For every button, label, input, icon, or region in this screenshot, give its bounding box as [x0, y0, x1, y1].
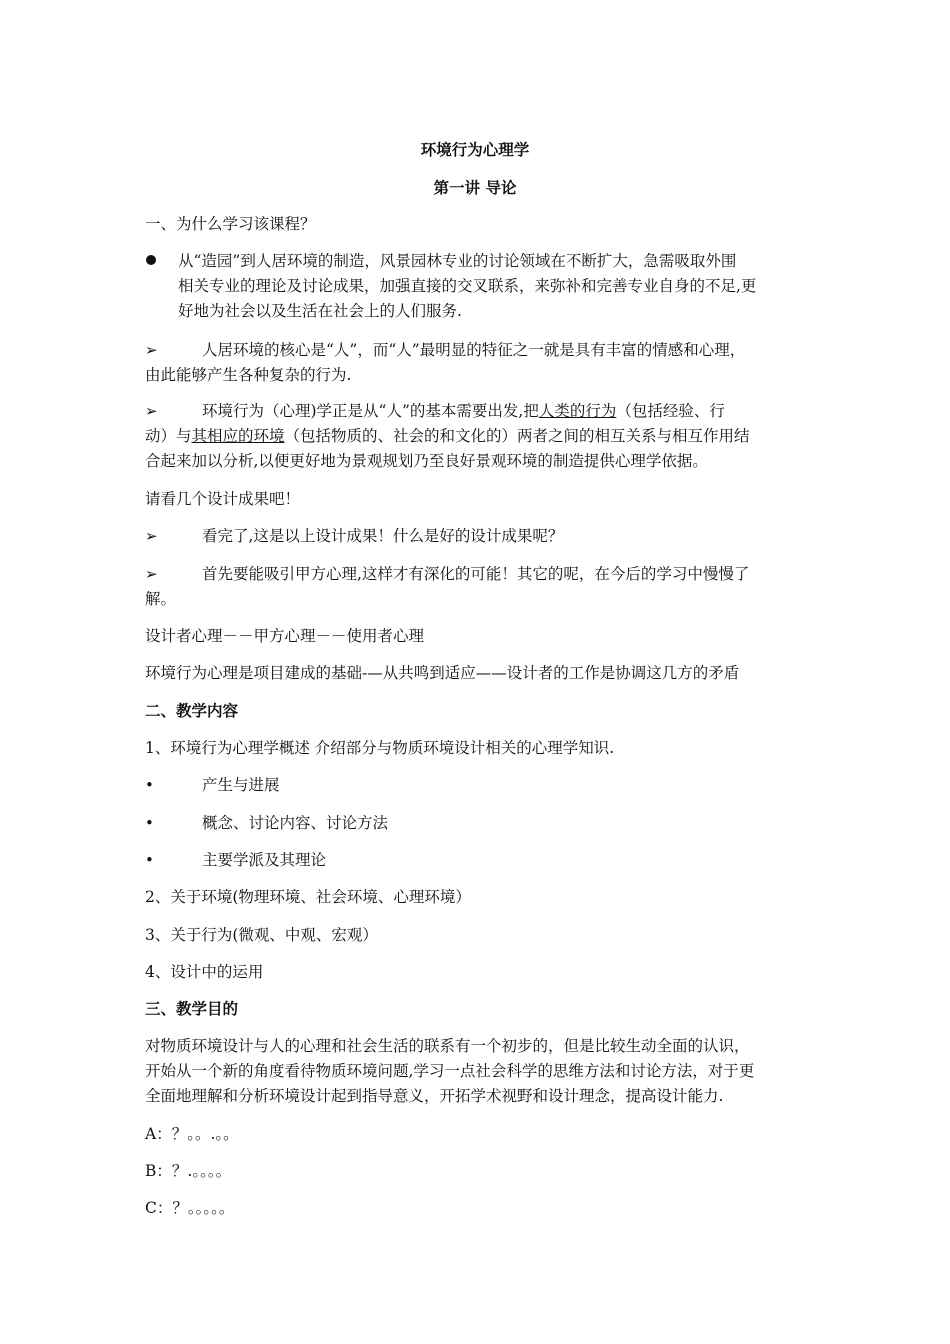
option-c: C：？。。。。。 — [145, 1199, 235, 1217]
section3-heading: 三、教学目的 — [145, 1000, 239, 1018]
arrow1-line1: 人居环境的核心是“人”，而“人”最明显的特征之一就是具有丰富的情感和心理， — [202, 341, 746, 359]
sub-item: 产生与进展 — [202, 776, 280, 794]
section1-heading: 一、为什么学习该课程？ — [145, 215, 316, 233]
bullet-dot-icon — [146, 255, 156, 265]
sub-item: 概念、讨论内容、讨论方法 — [202, 814, 389, 832]
psych-chain-text: 设计者心理－－甲方心理－－使用者心理 — [145, 627, 425, 645]
bullet1-line1: 从“造园”到人居环境的制造，风景园林专业的讨论领域在不断扩大，急需吸取外围 — [178, 252, 737, 270]
bullet1-line3: 好地为社会以及生活在社会上的人们服务. — [178, 302, 462, 320]
content-item-4: 4、设计中的运用 — [145, 963, 264, 981]
lecture-subtitle: 第一讲 导论 — [433, 179, 517, 197]
small-bullet-icon: • — [145, 776, 154, 794]
content-item-3: 3、关于行为(微观、中观、宏观） — [145, 926, 378, 944]
content-item-1: 1、环境行为心理学概述 介绍部分与物质环境设计相关的心理学知识. — [145, 739, 615, 757]
section2-heading: 二、教学内容 — [145, 702, 239, 720]
arrow3-text: 看完了,这是以上设计成果！什么是好的设计成果呢？ — [202, 527, 564, 545]
content-item-2: 2、关于环境(物理环境、社会环境、心理环境） — [145, 888, 471, 906]
arrow-bullet-icon: ➢ — [145, 402, 158, 420]
arrow2-line1: 环境行为（心理)学正是从“人”的基本需要出发,把人类的行为（包括经验、行 — [202, 402, 725, 420]
arrow4-line1: 首先要能吸引甲方心理,这样才有深化的可能！其它的呢，在今后的学习中慢慢了 — [202, 565, 750, 583]
option-b: B：？.。。。。 — [145, 1162, 232, 1180]
purpose-line1: 对物质环境设计与人的心理和社会生活的联系有一个初步的，但是比较生动全面的认识， — [145, 1037, 750, 1055]
arrow2-line3: 合起来加以分析,以便更好地为景观规划乃至良好景观环境的制造提供心理学依据。 — [145, 452, 708, 470]
arrow2-line2: 动）与其相应的环境（包括物质的、社会的和文化的）两者之间的相互关系与相互作用结 — [145, 427, 750, 445]
document-title: 环境行为心理学 — [420, 141, 530, 159]
foundation-text: 环境行为心理是项目建成的基础-—从共鸣到适应——设计者的工作是协调这几方的矛盾 — [145, 664, 740, 682]
arrow-bullet-icon: ➢ — [145, 527, 158, 545]
arrow4-line2: 解。 — [145, 590, 177, 608]
underlined-term: 人类的行为 — [538, 402, 617, 420]
purpose-line2: 开始从一个新的角度看待物质环境问题,学习一点社会科学的思维方法和讨论方法，对于更 — [145, 1062, 755, 1080]
purpose-line3: 全面地理解和分析环境设计起到指导意义，开拓学术视野和设计理念，提高设计能力. — [145, 1087, 724, 1105]
arrow1-line2: 由此能够产生各种复杂的行为. — [145, 366, 352, 384]
small-bullet-icon: • — [145, 851, 154, 869]
arrow-bullet-icon: ➢ — [145, 341, 158, 359]
option-a: A：？。。.。。 — [145, 1125, 239, 1143]
arrow-bullet-icon: ➢ — [145, 565, 158, 583]
bullet1-line2: 相关专业的理论及讨论成果，加强直接的交叉联系，来弥补和完善专业自身的不足,更 — [178, 277, 757, 295]
sub-item: 主要学派及其理论 — [202, 851, 327, 869]
see-results-text: 请看几个设计成果吧！ — [145, 490, 301, 508]
small-bullet-icon: • — [145, 814, 154, 832]
underlined-term: 其相应的环境 — [191, 427, 285, 445]
